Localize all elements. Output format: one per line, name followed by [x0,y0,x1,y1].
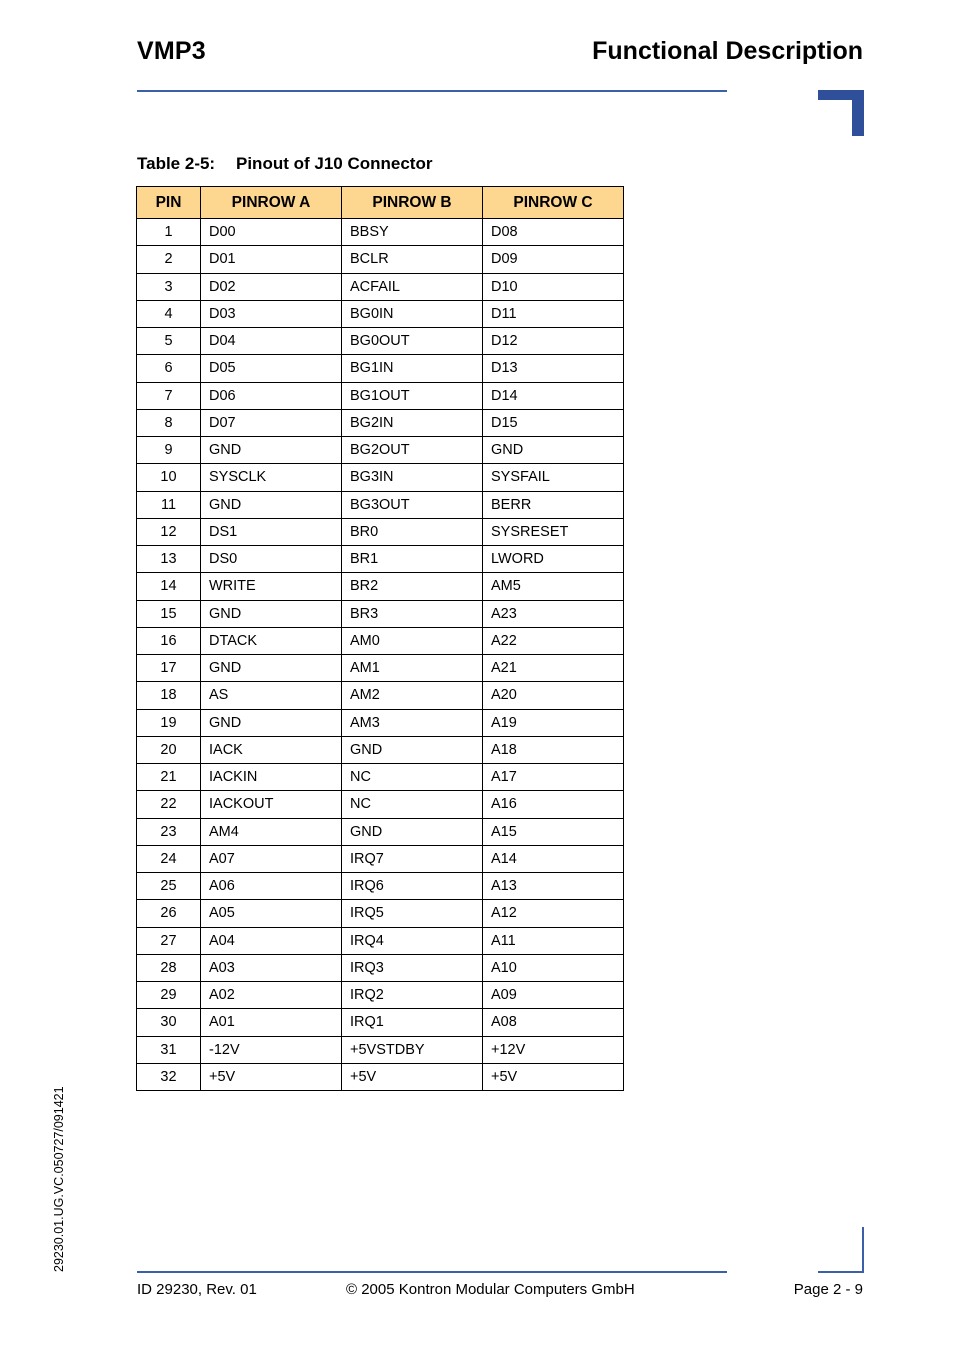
table-row [137,1063,624,1090]
cell-pinrow-a: GND [201,600,342,627]
cell-pin: 18 [137,682,201,709]
table-body [137,219,624,1091]
cell-pinrow-a: GND [201,709,342,736]
cell-pin: 7 [137,382,201,409]
cell-pinrow-a: IACKIN [201,764,342,791]
table-caption [137,154,432,174]
table-row [137,355,624,382]
table-row [137,818,624,845]
cell-pinrow-b: NC [342,791,483,818]
cell-pin: 26 [137,900,201,927]
cell-pin: 21 [137,764,201,791]
cell-pinrow-b: IRQ6 [342,873,483,900]
cell-pin: 5 [137,328,201,355]
cell-pinrow-c: A10 [483,954,624,981]
table-row [137,655,624,682]
table-number: Table 2-5: [137,154,216,173]
table-row [137,300,624,327]
cell-pin: 29 [137,982,201,1009]
cell-pinrow-a: A01 [201,1009,342,1036]
cell-pinrow-b: IRQ4 [342,927,483,954]
cell-pinrow-b: +5VSTDBY [342,1036,483,1063]
cell-pinrow-a: GND [201,655,342,682]
cell-pin: 2 [137,246,201,273]
cell-pin: 9 [137,437,201,464]
product-title: VMP3 [137,37,206,65]
cell-pinrow-b: IRQ1 [342,1009,483,1036]
cell-pin: 1 [137,219,201,246]
table-row [137,409,624,436]
table-row [137,382,624,409]
cell-pinrow-c: A23 [483,600,624,627]
cell-pinrow-a: D04 [201,328,342,355]
cell-pinrow-c: A08 [483,1009,624,1036]
table-row [137,219,624,246]
cell-pinrow-a: A03 [201,954,342,981]
cell-pin: 16 [137,627,201,654]
table-row [137,246,624,273]
cell-pinrow-b: BG0OUT [342,328,483,355]
cell-pinrow-a: WRITE [201,573,342,600]
cell-pinrow-b: IRQ5 [342,900,483,927]
table-row [137,845,624,872]
cell-pinrow-b: AM1 [342,655,483,682]
cell-pin: 27 [137,927,201,954]
table-row [137,437,624,464]
cell-pin: 20 [137,736,201,763]
cell-pinrow-c: SYSRESET [483,518,624,545]
corner-mark-bottom [818,1227,864,1273]
cell-pinrow-a: GND [201,491,342,518]
header-rule [137,90,727,92]
cell-pin: 32 [137,1063,201,1090]
cell-pinrow-b: BR1 [342,546,483,573]
cell-pinrow-a: D02 [201,273,342,300]
cell-pinrow-c: A11 [483,927,624,954]
cell-pinrow-b: ACFAIL [342,273,483,300]
cell-pinrow-c: LWORD [483,546,624,573]
cell-pinrow-a: A05 [201,900,342,927]
table-row [137,764,624,791]
cell-pinrow-b: BG1IN [342,355,483,382]
pinout-table [136,186,624,1091]
cell-pin: 25 [137,873,201,900]
cell-pinrow-a: IACKOUT [201,791,342,818]
cell-pinrow-b: BBSY [342,219,483,246]
cell-pinrow-b: GND [342,736,483,763]
table-row [137,273,624,300]
cell-pinrow-c: A22 [483,627,624,654]
cell-pinrow-c: A12 [483,900,624,927]
table-row [137,791,624,818]
table-row [137,900,624,927]
table-row [137,682,624,709]
cell-pin: 6 [137,355,201,382]
cell-pin: 28 [137,954,201,981]
table-row [137,491,624,518]
cell-pinrow-c: D14 [483,382,624,409]
cell-pin: 8 [137,409,201,436]
section-title: Functional Description [592,37,863,65]
cell-pinrow-a: SYSCLK [201,464,342,491]
cell-pinrow-a: -12V [201,1036,342,1063]
cell-pinrow-c: D12 [483,328,624,355]
cell-pinrow-b: IRQ2 [342,982,483,1009]
cell-pin: 15 [137,600,201,627]
table-row [137,546,624,573]
cell-pinrow-a: D07 [201,409,342,436]
footer-rule [137,1271,727,1273]
table-header-row [137,187,624,219]
table-row [137,873,624,900]
cell-pinrow-b: BG3OUT [342,491,483,518]
cell-pinrow-a: D05 [201,355,342,382]
cell-pinrow-a: D01 [201,246,342,273]
document-code: 29230.01.UG.VC.050727/091421 [52,1086,66,1272]
cell-pinrow-c: GND [483,437,624,464]
cell-pinrow-b: AM2 [342,682,483,709]
table-title: Pinout of J10 Connector [236,154,433,173]
cell-pinrow-c: +12V [483,1036,624,1063]
table-row [137,1036,624,1063]
cell-pinrow-b: BCLR [342,246,483,273]
cell-pinrow-b: +5V [342,1063,483,1090]
table-row [137,328,624,355]
cell-pin: 31 [137,1036,201,1063]
cell-pinrow-b: BG1OUT [342,382,483,409]
table-row [137,927,624,954]
cell-pin: 14 [137,573,201,600]
cell-pinrow-c: D09 [483,246,624,273]
header-pinrow-a: PINROW A [201,187,342,219]
cell-pinrow-c: D08 [483,219,624,246]
cell-pinrow-a: GND [201,437,342,464]
corner-mark-top [818,90,864,136]
table-row [137,518,624,545]
cell-pin: 30 [137,1009,201,1036]
cell-pinrow-c: A14 [483,845,624,872]
cell-pinrow-a: A07 [201,845,342,872]
header-pinrow-c: PINROW C [483,187,624,219]
cell-pin: 3 [137,273,201,300]
table-row [137,736,624,763]
table-row [137,954,624,981]
cell-pinrow-c: A21 [483,655,624,682]
cell-pinrow-a: DTACK [201,627,342,654]
cell-pinrow-c: +5V [483,1063,624,1090]
cell-pin: 4 [137,300,201,327]
cell-pin: 19 [137,709,201,736]
cell-pinrow-b: IRQ7 [342,845,483,872]
cell-pinrow-a: A06 [201,873,342,900]
cell-pinrow-a: AM4 [201,818,342,845]
cell-pin: 23 [137,818,201,845]
cell-pinrow-c: BERR [483,491,624,518]
table-row [137,627,624,654]
cell-pin: 12 [137,518,201,545]
cell-pinrow-c: A20 [483,682,624,709]
cell-pinrow-a: AS [201,682,342,709]
cell-pinrow-c: A18 [483,736,624,763]
cell-pinrow-c: D11 [483,300,624,327]
cell-pinrow-c: A09 [483,982,624,1009]
cell-pinrow-b: BG3IN [342,464,483,491]
header-pinrow-b: PINROW B [342,187,483,219]
cell-pin: 24 [137,845,201,872]
table-row [137,1009,624,1036]
footer-copyright: © 2005 Kontron Modular Computers GmbH [346,1281,635,1298]
cell-pinrow-b: BG2IN [342,409,483,436]
cell-pinrow-b: BR2 [342,573,483,600]
cell-pinrow-c: SYSFAIL [483,464,624,491]
cell-pinrow-a: A02 [201,982,342,1009]
cell-pinrow-b: IRQ3 [342,954,483,981]
cell-pin: 17 [137,655,201,682]
cell-pinrow-b: BR3 [342,600,483,627]
cell-pinrow-b: BG2OUT [342,437,483,464]
cell-pinrow-a: +5V [201,1063,342,1090]
cell-pinrow-c: D13 [483,355,624,382]
cell-pinrow-b: BG0IN [342,300,483,327]
cell-pinrow-a: D00 [201,219,342,246]
cell-pinrow-a: IACK [201,736,342,763]
cell-pinrow-a: D03 [201,300,342,327]
cell-pinrow-c: D10 [483,273,624,300]
cell-pinrow-c: D15 [483,409,624,436]
cell-pin: 11 [137,491,201,518]
cell-pinrow-b: AM3 [342,709,483,736]
cell-pinrow-a: A04 [201,927,342,954]
cell-pinrow-b: AM0 [342,627,483,654]
table-row [137,573,624,600]
footer-id: ID 29230, Rev. 01 [137,1281,257,1298]
cell-pin: 10 [137,464,201,491]
cell-pinrow-a: D06 [201,382,342,409]
cell-pinrow-b: NC [342,764,483,791]
cell-pinrow-a: DS1 [201,518,342,545]
table-row [137,464,624,491]
cell-pinrow-c: A19 [483,709,624,736]
cell-pinrow-b: GND [342,818,483,845]
cell-pinrow-c: A15 [483,818,624,845]
cell-pinrow-c: A17 [483,764,624,791]
cell-pinrow-a: DS0 [201,546,342,573]
cell-pinrow-c: A16 [483,791,624,818]
cell-pin: 22 [137,791,201,818]
table-row [137,600,624,627]
cell-pin: 13 [137,546,201,573]
header-pin: PIN [137,187,201,219]
footer-page: Page 2 - 9 [793,1281,863,1298]
table-row [137,709,624,736]
cell-pinrow-b: BR0 [342,518,483,545]
cell-pinrow-c: A13 [483,873,624,900]
cell-pinrow-c: AM5 [483,573,624,600]
table-row [137,982,624,1009]
